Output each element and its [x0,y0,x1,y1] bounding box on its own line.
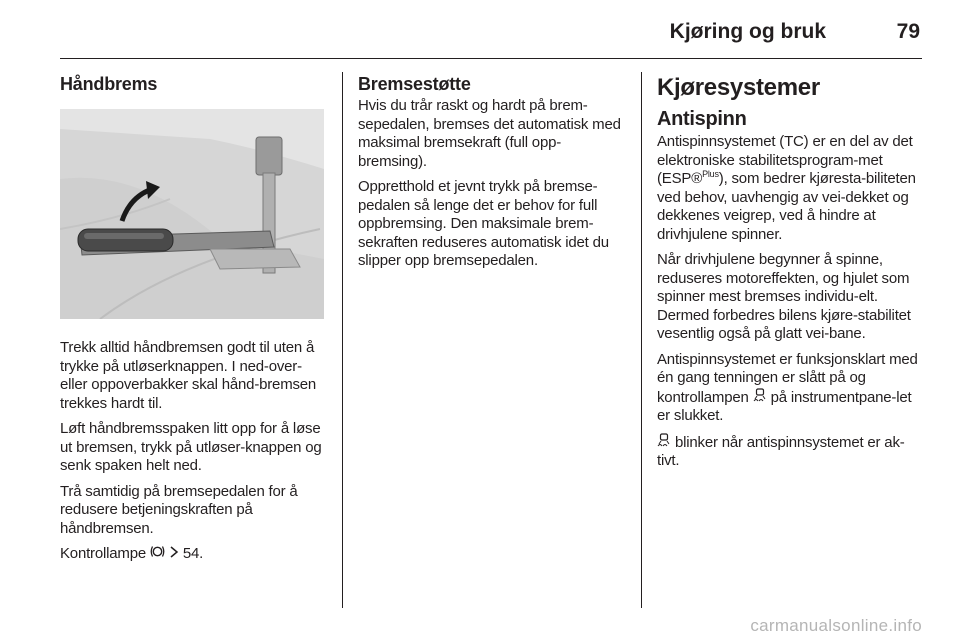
paragraph-text: på instrumentpane-let er slukket. [657,388,912,424]
column-divider [641,72,642,608]
paragraph [657,351,925,426]
paragraph: Når drivhjulene begynner å spinne, reduseres motoreffekten, og hjulet som spinner mest bremses individu-elt. Dermed forbedres bilens kjøre-stabilitet vesentlig også på glatt vei-bane. [657,251,911,342]
column-handbrake [60,74,326,571]
handbrake-illustration [60,109,324,319]
page-reference-icon [169,546,179,558]
page-header [60,18,922,59]
column-driving-systems [657,74,925,478]
paragraph: Trekk alltid håndbremsen godt til uten å trykke på utløserknappen. I ned-over- eller oppoverbakker skal hånd-bremsen trekkes hardt til. [60,339,317,412]
page-reference: 54. [182,545,204,562]
paragraph: Hvis du trår raskt og hardt på brem-sepedalen, bremses det automatisk med maksimal bremsekraft (full opp-bremsing). [358,97,621,170]
paragraph-text: Antispinnsystemet er funksjonsklart med én gang tenningen er slått på og kontrollampen [657,350,918,406]
traction-control-icon [753,388,767,402]
column-brake-assist [358,74,624,278]
chapter-title: Kjøring og bruk [669,20,826,43]
traction-control-icon [657,433,671,447]
paragraph [657,133,925,244]
paragraph-text: Antispinnsystemet (TC) er en del av det elektroniske stabilitetsprogram-met (ESP® [657,133,913,187]
parking-brake-warning-icon [150,545,165,558]
section-heading-driving-systems: Kjøresystemer [657,74,820,101]
section-heading-brake-assist: Bremsestøtte [358,74,471,94]
paragraph [657,433,925,471]
paragraph-text: ), som bedrer kjøresta-biliteten ved behov, uavhengig av vei-dekket og dekkenes veigrep, ved å hindre at drivhjulene spinner. [657,170,916,243]
section-heading-handbrake: Håndbrems [60,74,158,94]
watermark: carmanualsonline.info [750,616,922,635]
paragraph-text: blinker når antispinnsystemet er ak-tivt. [657,433,905,469]
superscript-plus: Plus [702,169,719,179]
column-divider [342,72,343,608]
paragraph-text: Kontrollampe [60,545,146,562]
page-number: 79 [896,20,920,43]
handbrake-drawing [60,109,324,319]
subheading-traction-control: Antispinn [657,108,747,130]
paragraph: Trå samtidig på bremsepedalen for å redusere betjeningskraften på håndbremsen. [60,482,298,537]
paragraph: Løft håndbremsspaken litt opp for å løse ut bremsen, trykk på utløser-knappen og senk spaken helt ned. [60,420,322,474]
paragraph: Oppretthold et jevnt trykk på bremse-pedalen så lenge det er behov for full oppbremsing. Den maksimale brem-sekraften reduseres automatisk idet du slipper opp bremsepedalen. [358,178,609,269]
paragraph [60,545,326,564]
